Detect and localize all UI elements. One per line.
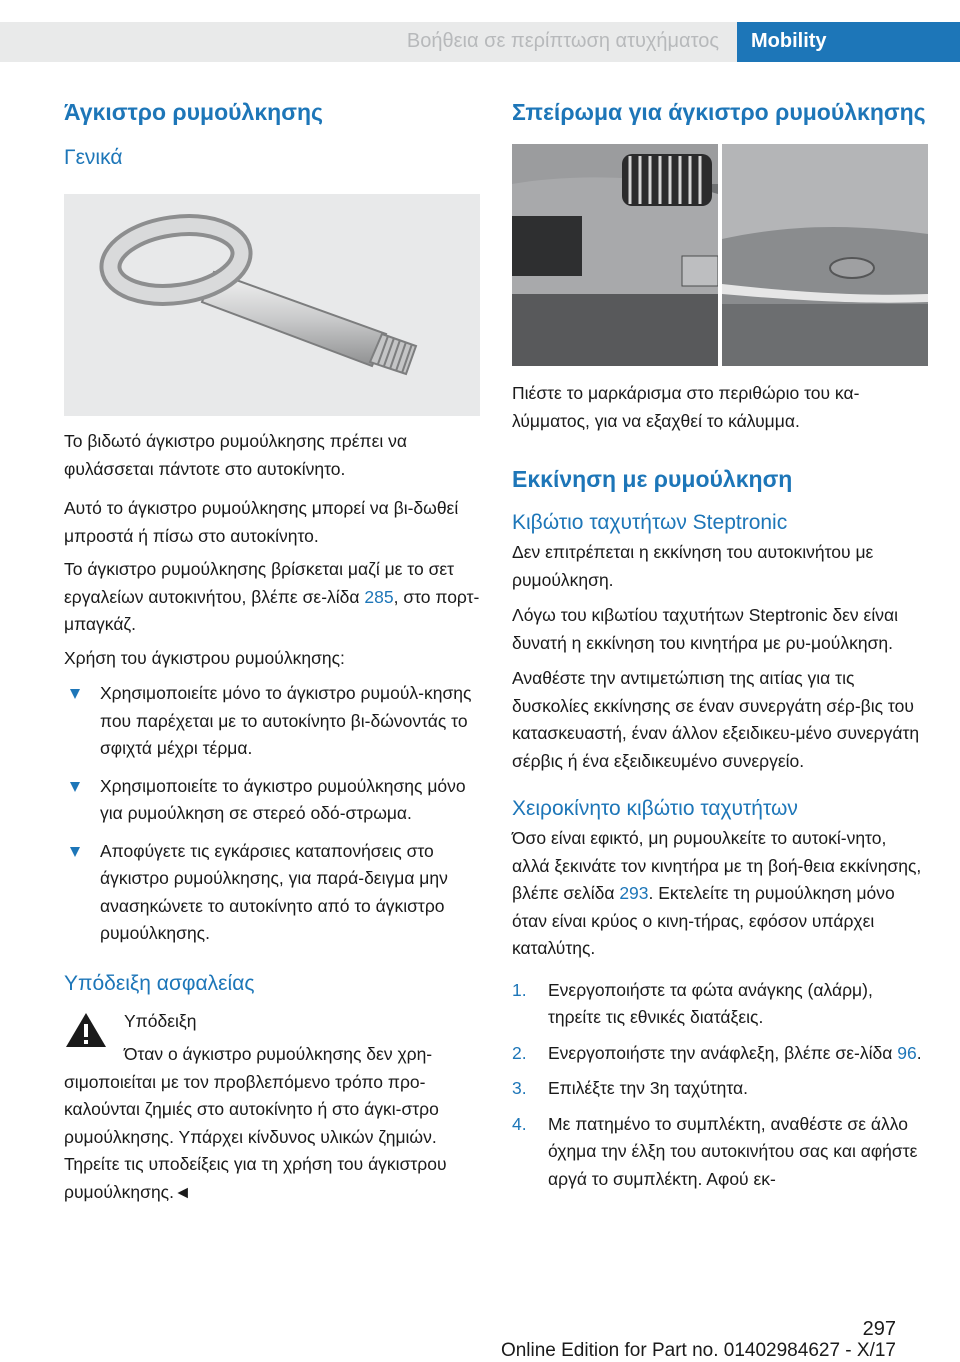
steptronic-heading: Κιβώτιο ταχυτήτων Steptronic — [512, 511, 788, 534]
usage-intro: Χρήση του άγκιστρου ρυμούλκησης: — [64, 647, 345, 668]
page-link-285[interactable]: 285 — [364, 586, 394, 607]
step-text: Επιλέξτε την 3η ταχύτητα. — [548, 1078, 749, 1098]
warning-label: Υπόδειξη — [124, 1010, 197, 1031]
thread-title: Σπείρωμα για άγκιστρο ρυμούλκησης — [512, 99, 926, 125]
page-number: 297 — [862, 1318, 896, 1340]
left-column — [64, 96, 480, 1206]
list-item-text: Χρησιμοποιείτε το άγκιστρο ρυμούλκησης μόνο για ρυμούλκηση σε στερεό οδό-στρωμα. — [100, 775, 466, 823]
chapter-tab — [737, 22, 960, 62]
step-text: Ενεργοποιήστε την ανάφλεξη, βλέπε σε-λίδα — [548, 1042, 898, 1063]
section-header — [0, 22, 737, 62]
section-title: Βοήθεια σε περίπτωση ατυχήματος — [406, 30, 719, 52]
manual-text-end: . Εκτελείτε τη ρυμούλκηση μόνο όταν είναι κρύος ο κινη-τήρας, εφόσον υπάρχει καταλύτης. — [512, 883, 895, 958]
list-item — [512, 1075, 928, 1103]
safety-heading: Υπόδειξη ασφαλείας — [64, 971, 255, 995]
steptronic-p1: Δεν επιτρέπεται η εκκίνηση του αυτοκινήτου με ρυμούλκηση. — [512, 542, 874, 590]
warning-block — [64, 1008, 480, 1036]
warning-text: Όταν ο άγκιστρο ρυμούλκησης δεν χρη-σιμοποιείται με τον προβλεπόμενο τρόπο προ-καλούνται ζημιές στο αυτοκίνητο ή στο άγκι-στρο ρυμούλκησης. Υπάρχει κίνδυνος υλικών ζημιών. Τηρείτε τις υποδείξεις για τη χρήση του άγκιστρου ρυμούλκησης.◄ — [64, 1044, 447, 1202]
list-item — [512, 1111, 928, 1194]
step-number: 2. — [512, 1042, 527, 1063]
page-link-96[interactable]: 96 — [897, 1042, 917, 1063]
cover-paragraph: Πιέστε το μαρκάρισμα στο περιθώριο του κα-λύμματος, για να εξαχθεί το κάλυμμα. — [512, 383, 860, 431]
right-column — [512, 96, 928, 1193]
tow-start-heading: Εκκίνηση με ρυμούλκηση — [512, 466, 793, 492]
step-text-end: . — [916, 1042, 922, 1063]
bumper-cover-illustration — [512, 144, 928, 366]
chapter-tab-label: Mobility — [751, 30, 827, 52]
usage-list — [64, 680, 480, 948]
triangle-bullet-icon — [70, 847, 80, 857]
page-link-293[interactable]: 293 — [619, 883, 649, 903]
step-number: 3. — [512, 1078, 527, 1098]
list-item — [512, 977, 928, 1032]
page-header — [0, 22, 960, 62]
step-text: Ενεργοποιήστε τα φώτα ανάγκης (αλάρμ), τηρείτε τις εθνικές διατάξεις. — [548, 979, 873, 1027]
manual-gearbox-heading: Χειροκίνητο κιβώτιο ταχυτήτων — [512, 797, 798, 820]
mount-paragraph: Αυτό το άγκιστρο ρυμούλκησης μπορεί να βι-δωθεί μπροστά ή πίσω στο αυτοκίνητο. — [64, 498, 459, 546]
list-item — [64, 838, 480, 948]
step-number: 1. — [512, 979, 527, 1000]
triangle-bullet-icon — [70, 782, 80, 792]
tow-hook-title: Άγκιστρο ρυμούλκησης — [64, 99, 323, 125]
list-item — [64, 773, 480, 828]
triangle-bullet-icon — [70, 689, 80, 699]
manual-paragraph — [512, 825, 928, 963]
list-item — [64, 680, 480, 763]
steptronic-p2: Λόγω του κιβωτίου ταχυτήτων Steptronic δεν είναι δυνατή η εκκίνηση του κινητήρα με ρυ-μούλκηση. — [512, 605, 898, 653]
location-text: Το άγκιστρο ρυμούλκησης βρίσκεται μαζί με το σετ εργαλείων αυτοκινήτου, βλέπε σε-λίδα — [64, 559, 455, 607]
tow-hook-illustration — [64, 194, 480, 416]
location-paragraph — [64, 556, 480, 639]
tow-hook-figure — [64, 194, 480, 416]
location-text-end: , στο πορτ-μπαγκάζ. — [64, 586, 480, 634]
list-item-text: Χρησιμοποιείτε μόνο το άγκιστρο ρυμούλ-κησης που παρέχεται με το αυτοκίνητο βι-δώνοντάς το σφιχτά μέχρι τέρμα. — [100, 683, 472, 758]
steptronic-p3: Αναθέστε την αντιμετώπιση της αιτίας για τις δυσκολίες εκκίνησης σε έναν συνεργάτη σέρ-βις του κατασκευαστή, έναν άλλον εξειδικευ-μένο συνεργάτη σέρβις ή ένα εξειδικευμένο συνεργείο. — [512, 668, 920, 771]
general-subheading: Γενικά — [64, 146, 123, 169]
step-number: 4. — [512, 1113, 527, 1134]
bumper-figure — [512, 144, 928, 366]
steps-list — [512, 977, 928, 1194]
storage-paragraph: Το βιδωτό άγκιστρο ρυμούλκησης πρέπει να φυλάσσεται πάντοτε στο αυτοκίνητο. — [64, 431, 408, 479]
manual-text: Όσο είναι εφικτό, μη ρυμουλκείτε το αυτοκί-νητο, αλλά ξεκινάτε τον κινητήρα με τη βοή-θεια εκκίνησης, βλέπε σελίδα — [512, 828, 922, 903]
step-text: Με πατημένο το συμπλέκτη, αναθέστε σε άλλο όχημα την έλξη του αυτοκινήτου σας και αφήστε αργά το συμπλέκτη. Αφού εκ- — [548, 1113, 918, 1189]
edition-note: Online Edition for Part no. 01402984627 - X/17 — [500, 1340, 896, 1361]
warning-triangle-icon — [64, 1010, 108, 1050]
list-item — [512, 1040, 928, 1068]
list-item-text: Αποφύγετε τις εγκάρσιες καταπονήσεις στο άγκιστρο ρυμούλκησης, για παρά-δειγμα μην ανασηκώνετε το αυτοκίνητο από το άγκιστρο ρυμούλκησης. — [100, 840, 448, 943]
